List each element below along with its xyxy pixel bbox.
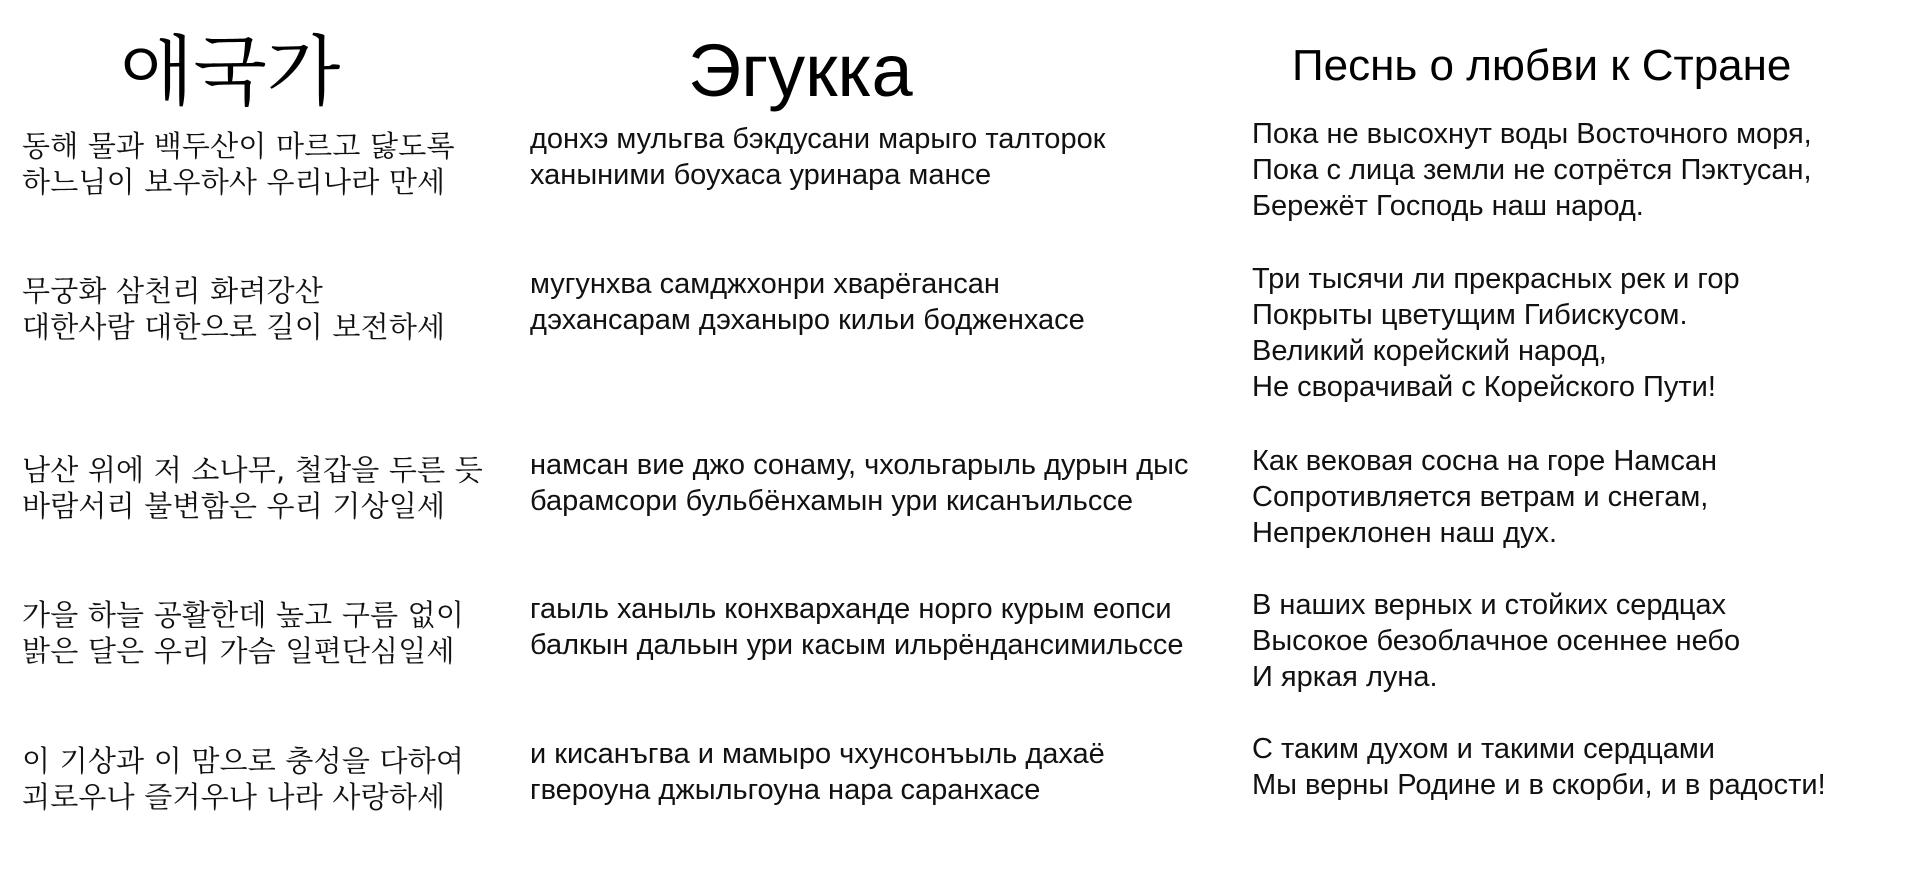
transliteration-line: и кисанъгва и мамыро чхунсонъыль дахаё xyxy=(530,738,1105,770)
korean-line: 동해 물과 백두산이 마르고 닳도록 xyxy=(22,129,455,163)
russian-line: Не сворачивай с Корейского Пути! xyxy=(1252,371,1716,403)
transliteration-line: гаыль ханыль конхварханде норго курым еопси xyxy=(530,593,1172,625)
korean-line: 가을 하늘 공활한데 높고 구름 없이 xyxy=(22,598,465,632)
transliteration-stanza-4 xyxy=(530,591,1184,663)
russian-line: Высокое безоблачное осеннее небо xyxy=(1252,625,1741,657)
russian-stanza-1 xyxy=(1252,116,1812,224)
transliteration-line: донхэ мульгва бэкдусани марыго талторок xyxy=(530,123,1106,155)
korean-line: 밝은 달은 우리 가슴 일편단심일세 xyxy=(22,634,455,668)
russian-stanza-3 xyxy=(1252,443,1717,551)
korean-line: 무궁화 삼천리 화려강산 xyxy=(22,274,323,308)
russian-line: Сопротивляется ветрам и снегам, xyxy=(1252,481,1709,513)
transliteration-line: мугунхва самджхонри хварёгансан xyxy=(530,268,1000,300)
transliteration-line: ханыними боухаса уринара мансе xyxy=(530,159,992,191)
russian-line: Непреклонен наш дух. xyxy=(1252,517,1558,549)
korean-stanza-4 xyxy=(22,597,464,669)
russian-line: Великий корейский народ, xyxy=(1252,335,1607,367)
transliteration-line: дэхансарам дэханыро кильи бодженхасе xyxy=(530,304,1085,336)
korean-stanza-5 xyxy=(22,743,464,815)
korean-line: 괴로우나 즐거우나 나라 사랑하세 xyxy=(22,780,446,814)
russian-stanza-5 xyxy=(1252,731,1826,803)
transliteration-line: барамсори бульбёнхамын ури кисанъильссе xyxy=(530,485,1133,517)
korean-line: 하느님이 보우하사 우리나라 만세 xyxy=(22,165,446,199)
russian-line: Три тысячи ли прекрасных рек и гор xyxy=(1252,263,1740,295)
transliteration-line: намсан вие джо сонаму, чхольгарыль дурын дыс xyxy=(530,449,1189,481)
korean-stanza-3 xyxy=(22,452,483,524)
transliteration-stanza-3 xyxy=(530,447,1189,519)
korean-line: 대한사람 대한으로 길이 보전하세 xyxy=(22,310,446,344)
korean-stanza-1 xyxy=(22,128,455,200)
russian-stanza-4 xyxy=(1252,587,1740,695)
russian-line: И яркая луна. xyxy=(1252,661,1438,693)
russian-line: Мы верны Родине и в скорби, и в радости! xyxy=(1252,769,1826,801)
russian-line: Пока с лица земли не сотрётся Пэктусан, xyxy=(1252,154,1812,186)
russian-line: Как вековая сосна на горе Намсан xyxy=(1252,445,1717,477)
transliteration-line: гвероуна джыльгоуна нара саранхасе xyxy=(530,774,1041,806)
russian-line: С таким духом и такими сердцами xyxy=(1252,733,1715,765)
transliteration-line: балкын дальын ури касым ильрёндансимильссе xyxy=(530,629,1184,661)
korean-line: 이 기상과 이 맘으로 충성을 다하여 xyxy=(22,744,465,778)
transliteration-stanza-1 xyxy=(530,121,1105,193)
korean-title: 애국가 xyxy=(120,27,341,116)
russian-line: В наших верных и стойких сердцах xyxy=(1252,589,1727,621)
transliteration-stanza-5 xyxy=(530,736,1105,808)
korean-stanza-2 xyxy=(22,273,445,345)
russian-line: Пока не высохнут воды Восточного моря, xyxy=(1252,118,1812,150)
russian-line: Покрыты цветущим Гибискусом. xyxy=(1252,299,1688,331)
russian-stanza-2 xyxy=(1252,261,1740,405)
korean-line: 남산 위에 저 소나무, 철갑을 두른 듯 xyxy=(22,453,483,487)
transliteration-stanza-2 xyxy=(530,266,1085,338)
russian-line: Бережёт Господь наш народ. xyxy=(1252,190,1644,222)
russian-title: Песнь о любви к Стране xyxy=(1292,41,1792,90)
transliteration-title: Эгукка xyxy=(688,29,913,112)
korean-line: 바람서리 불변함은 우리 기상일세 xyxy=(22,489,446,523)
